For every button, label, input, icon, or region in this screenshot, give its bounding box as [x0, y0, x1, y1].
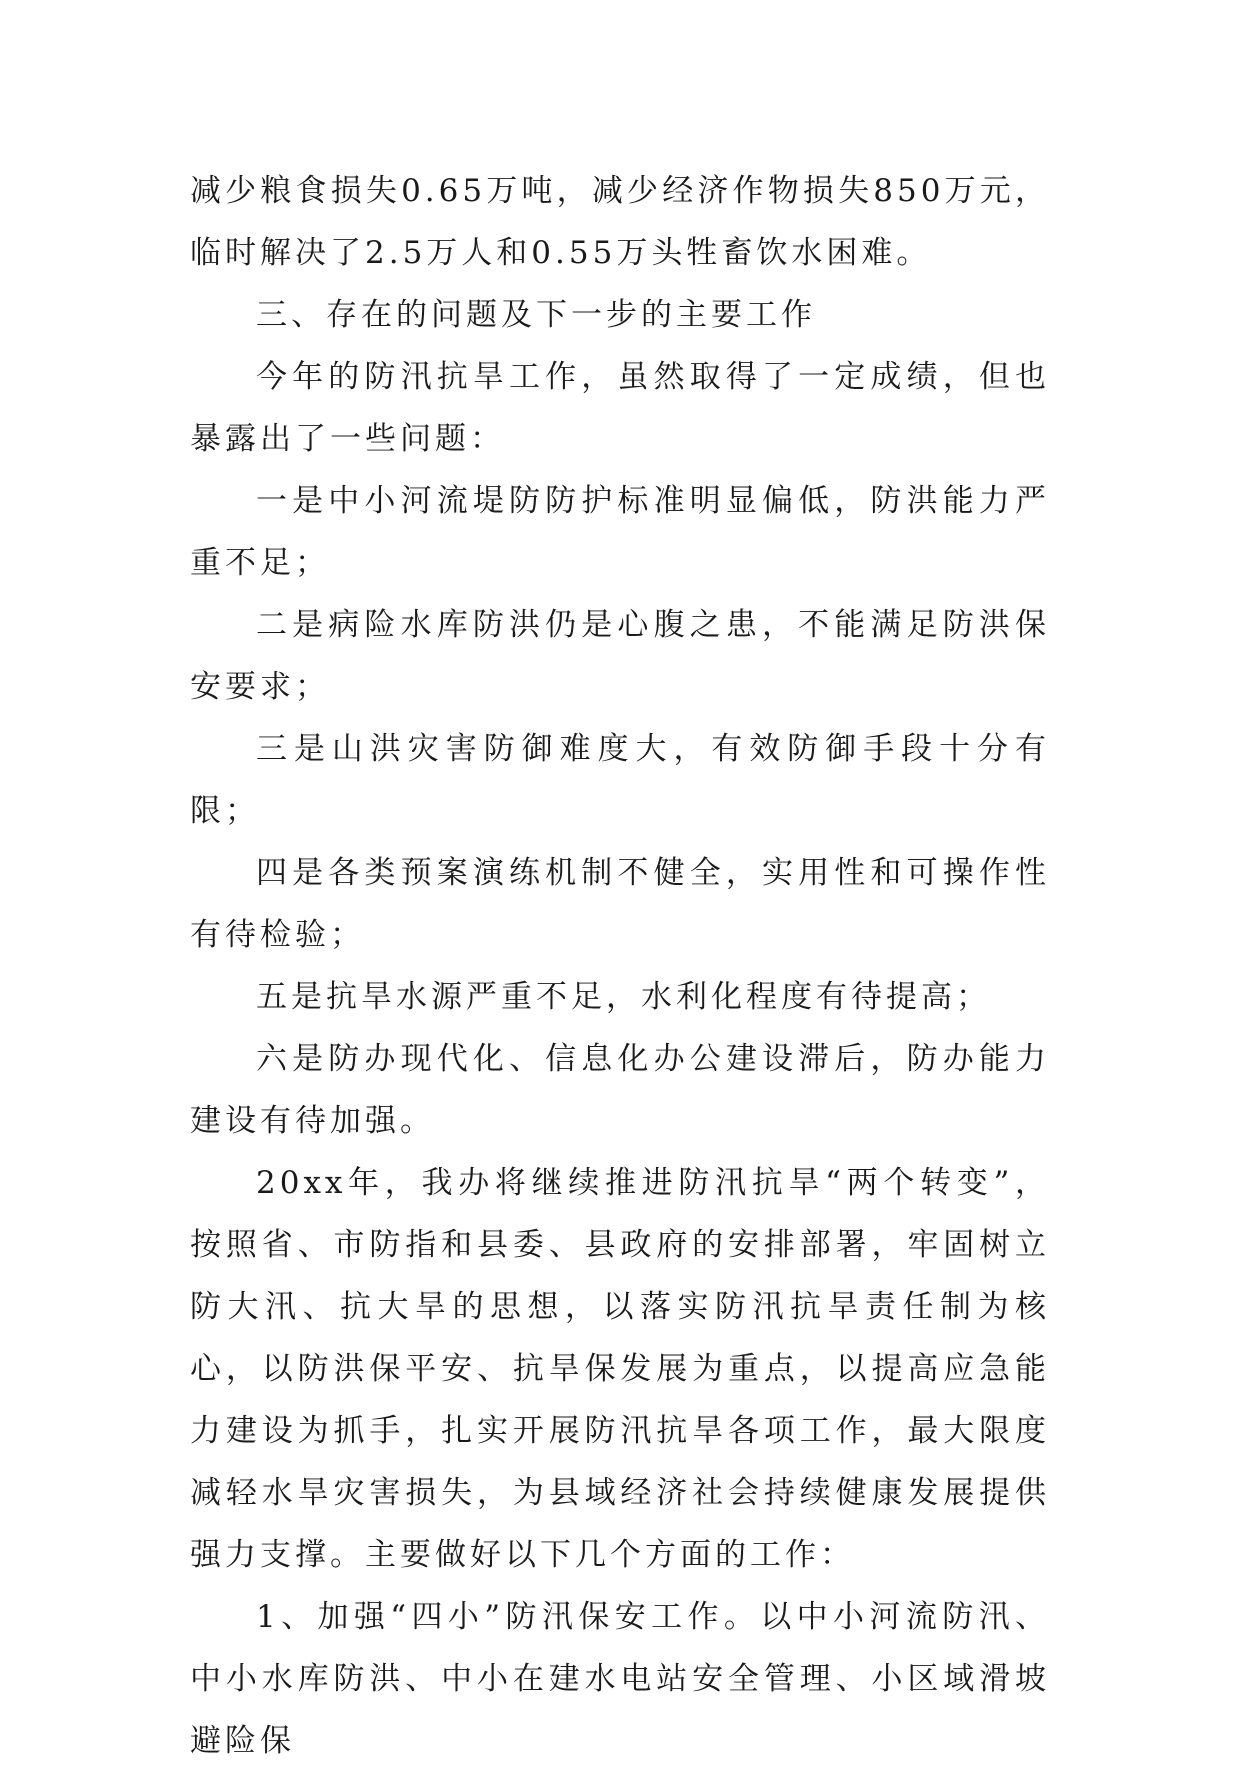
work-item-1: 1、加强“四小”防汛保安工作。以中小河流防汛、中小水库防洪、中小在建水电站安全管理、小区域滑坡避险保 — [190, 1599, 1050, 1759]
problem-item-4: 四是各类预案演练机制不健全，实用性和可操作性有待检验； — [190, 855, 1050, 953]
problem-item-6: 六是防办现代化、信息化办公建设滞后，防办能力建设有待加强。 — [190, 1041, 1050, 1139]
paragraph-continuation: 减少粮食损失0.65万吨，减少经济作物损失850万元，临时解决了2.5万人和0.55万头牲畜饮水困难。 — [190, 173, 1050, 271]
section-heading: 三、存在的问题及下一步的主要工作 — [256, 297, 816, 333]
paragraph-plan: 20xx年，我办将继续推进防汛抗旱“两个转变”，按照省、市防指和县委、县政府的安排部署，牢固树立防大汛、抗大旱的思想，以落实防汛抗旱责任制为核心，以防洪保平安、抗旱保发展为重点，以提高应急能力建设为抓手，扎实开展防汛抗旱各项工作，最大限度减轻水旱灾害损失，为县域经济社会持续健康发展提供强力支撑。主要做好以下几个方面的工作： — [190, 1165, 1050, 1573]
problem-item-2: 二是病险水库防洪仍是心腹之患，不能满足防洪保安要求； — [190, 607, 1050, 705]
document-body — [190, 160, 1050, 1772]
problem-item-5: 五是抗旱水源严重不足，水利化程度有待提高； — [256, 979, 991, 1015]
paragraph-intro: 今年的防汛抗旱工作，虽然取得了一定成绩，但也暴露出了一些问题： — [190, 359, 1050, 457]
problem-item-3: 三是山洪灾害防御难度大，有效防御手段十分有限； — [190, 731, 1050, 829]
problem-item-1: 一是中小河流堤防防护标准明显偏低，防洪能力严重不足； — [190, 483, 1050, 581]
